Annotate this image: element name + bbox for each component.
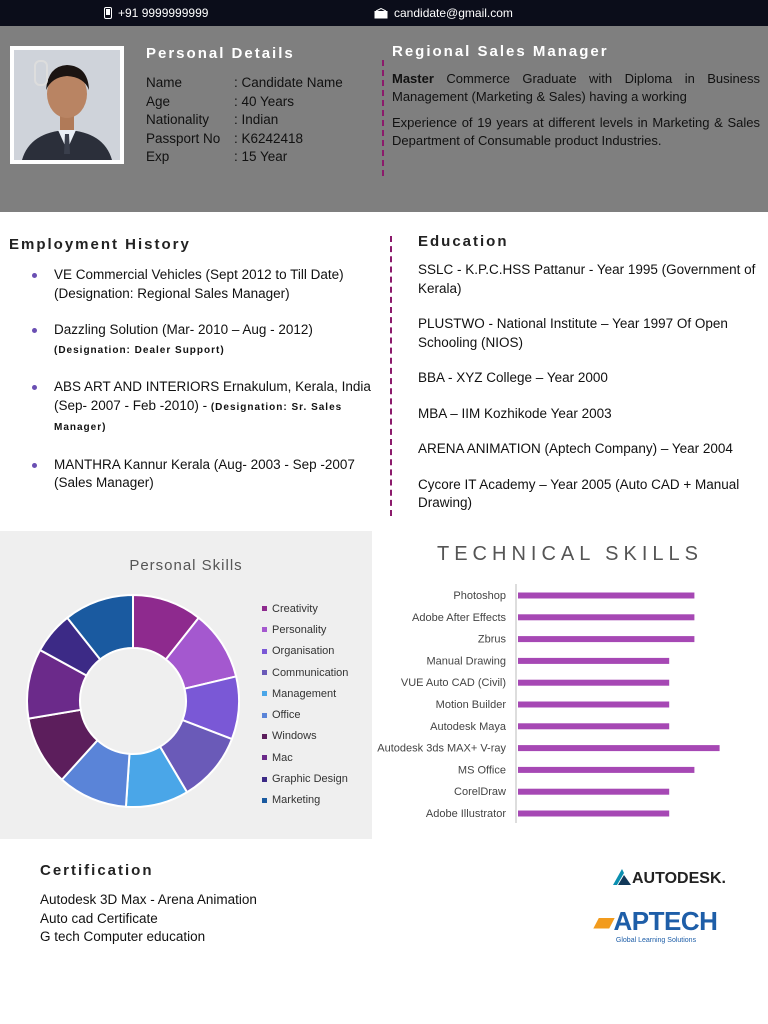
employment-main: Dazzling Solution (Mar- 2010 – Aug - 2012) (54, 322, 313, 337)
certification-title: Certification (40, 862, 154, 879)
employment-list (32, 266, 382, 511)
legend-item (262, 662, 348, 683)
education-item: Cycore IT Academy – Year 2005 (Auto CAD + Manual Drawing) (418, 476, 740, 510)
certification-item: G tech Computer education (40, 929, 206, 944)
bar-autodesk-maya (518, 723, 669, 729)
education-item: SSLC - K.P.C.HSS Pattanur - Year 1995 (Government of Kerala) (418, 262, 756, 296)
legend-item (262, 790, 348, 811)
legend-swatch (262, 734, 267, 739)
bar-adobe-after-effects (518, 614, 694, 620)
bar-category-label: Autodesk Maya (430, 720, 506, 733)
aptech-mark-icon: ▰ (594, 906, 614, 936)
personal-row (146, 148, 343, 167)
education-title: Education (418, 233, 509, 250)
phone-icon (104, 7, 112, 19)
aptech-logo (594, 906, 718, 944)
bar-coreldraw (518, 789, 669, 795)
legend-swatch (262, 627, 267, 632)
certification-item: Autodesk 3D Max - Arena Animation (40, 892, 257, 907)
legend-label: Management (272, 687, 337, 700)
legend-item (262, 619, 348, 640)
legend-swatch (262, 691, 267, 696)
legend-item (262, 704, 348, 725)
legend-item (262, 768, 348, 789)
header-panel (0, 26, 768, 212)
bullet-icon (32, 463, 37, 468)
legend-label: Organisation (272, 645, 335, 658)
education-list (418, 261, 758, 530)
legend-label: Personality (272, 623, 327, 636)
employment-designation: (Designation: Sr. Sales Manager) (54, 401, 343, 433)
education-item: PLUSTWO - National Institute – Year 1997 Of Open Schooling (NIOS) (418, 316, 728, 350)
legend-label: Office (272, 709, 301, 722)
personal-skills-donut-chart (26, 592, 240, 810)
bar-motion-builder (518, 702, 669, 708)
bar-category-label: Autodesk 3ds MAX+ V-ray (377, 742, 506, 755)
employment-main: MANTHRA Kannur Kerala (Aug- 2003 - Sep -2007 (Sales Manager) (54, 456, 355, 490)
personal-row (146, 130, 343, 149)
legend-swatch (262, 777, 267, 782)
legend-swatch (262, 798, 267, 803)
autodesk-logo (612, 868, 726, 888)
legend-swatch (262, 649, 267, 654)
employment-designation: (Designation: Dealer Support) (54, 344, 225, 356)
legend-item (262, 747, 348, 768)
technical-skills-title: TECHNICAL SKILLS (437, 543, 703, 565)
legend-label: Marketing (272, 794, 321, 807)
email-contact (374, 6, 513, 20)
personal-key: Passport No (146, 130, 221, 146)
bar-category-label: VUE Auto CAD (Civil) (400, 677, 506, 690)
legend-swatch (262, 606, 267, 611)
personal-row (146, 74, 343, 93)
personal-value: : Candidate Name (234, 75, 343, 90)
autodesk-mark-icon (612, 868, 632, 886)
bar-category-label: Motion Builder (435, 699, 506, 711)
personal-skills-legend (262, 598, 348, 811)
legend-item (262, 683, 348, 704)
personal-value: : Indian (234, 112, 279, 127)
summary-text: Commerce Graduate with Diploma in Business Management (Marketing & Sales) having a working (392, 71, 760, 104)
legend-label: Mac (272, 751, 293, 764)
education-item: MBA – IIM Kozhikode Year 2003 (418, 405, 612, 421)
bullet-icon (32, 273, 37, 278)
phone-text: +91 9999999999 (118, 6, 209, 20)
legend-swatch (262, 713, 267, 718)
legend-label: Creativity (272, 602, 318, 615)
personal-row (146, 111, 343, 130)
bar-autodesk-3ds-max-v-ray (518, 745, 720, 751)
personal-details-list (146, 74, 343, 167)
personal-key: Nationality (146, 112, 210, 127)
legend-label: Windows (272, 730, 317, 743)
bar-zbrus (518, 636, 694, 642)
bar-category-label: Photoshop (453, 590, 506, 602)
legend-item (262, 641, 348, 662)
personal-value: : 15 Year (234, 149, 288, 164)
phone-contact (104, 6, 208, 20)
employment-item (32, 378, 382, 438)
legend-swatch (262, 755, 267, 760)
profile-summary (392, 70, 760, 158)
education-item: ARENA ANIMATION (Aptech Company) – Year 2004 (418, 441, 733, 456)
employment-title: Employment History (9, 236, 191, 253)
section-divider (390, 236, 392, 516)
personal-value: : 40 Years (234, 93, 295, 109)
summary-paragraph-2: Experience of 19 years at different levels in Marketing & Sales Department of Consumable product Industries. (392, 115, 760, 148)
legend-swatch (262, 670, 267, 675)
email-icon (374, 8, 388, 19)
certification-list (40, 891, 257, 947)
legend-label: Graphic Design (272, 773, 348, 786)
summary-paragraph (392, 70, 760, 106)
email-text: candidate@gmail.com (394, 6, 513, 20)
bar-category-label: Zbrus (477, 633, 506, 646)
personal-key: Age (146, 93, 171, 109)
profile-photo (14, 50, 120, 160)
bar-category-label: CorelDraw (454, 786, 506, 799)
legend-label: Communication (272, 666, 349, 679)
certification-item: Auto cad Certificate (40, 910, 158, 926)
bullet-icon (32, 328, 37, 333)
employment-item (32, 321, 382, 360)
legend-item (262, 598, 348, 619)
employment-main: VE Commercial Vehicles (Sept 2012 to Till Date) (Designation: Regional Sales Manager) (54, 267, 344, 301)
aptech-tagline: Global Learning Solutions (615, 937, 697, 944)
personal-details-title: Personal Details (146, 45, 295, 62)
bullet-icon (32, 385, 37, 390)
legend-item (262, 726, 348, 747)
bar-category-label: Adobe Illustrator (425, 808, 506, 820)
profile-photo-frame (10, 46, 124, 164)
technical-skills-bar-chart (372, 580, 768, 830)
header-divider (382, 60, 384, 176)
education-item: BBA - XYZ College – Year 2000 (418, 370, 608, 385)
bar-manual-drawing (518, 658, 669, 664)
paperclip-icon (34, 60, 48, 86)
contact-bar (0, 0, 768, 26)
role-title: Regional Sales Manager (392, 43, 609, 60)
bar-vue-auto-cad-civil- (518, 680, 669, 686)
bar-ms-office (518, 767, 694, 773)
personal-row (146, 93, 343, 112)
bar-category-label: Manual Drawing (426, 655, 506, 668)
employment-main: ABS ART AND INTERIORS Ernakulum, Kerala, India (Sep- 2007 - Feb -2010) - (54, 379, 371, 413)
personal-key: Exp (146, 149, 170, 164)
summary-bold: Master (392, 71, 434, 86)
employment-item (32, 266, 382, 303)
personal-skills-title: Personal Skills (129, 557, 243, 574)
autodesk-logo-text: AUTODESK. (632, 870, 726, 887)
personal-key: Name (146, 75, 183, 90)
bar-photoshop (518, 593, 694, 599)
personal-value: : K6242418 (234, 130, 304, 146)
employment-item (32, 456, 382, 493)
aptech-logo-text: APTECH (613, 906, 718, 936)
bar-category-label: MS Office (457, 764, 506, 777)
bar-adobe-illustrator (518, 811, 669, 817)
bar-category-label: Adobe After Effects (412, 611, 506, 624)
